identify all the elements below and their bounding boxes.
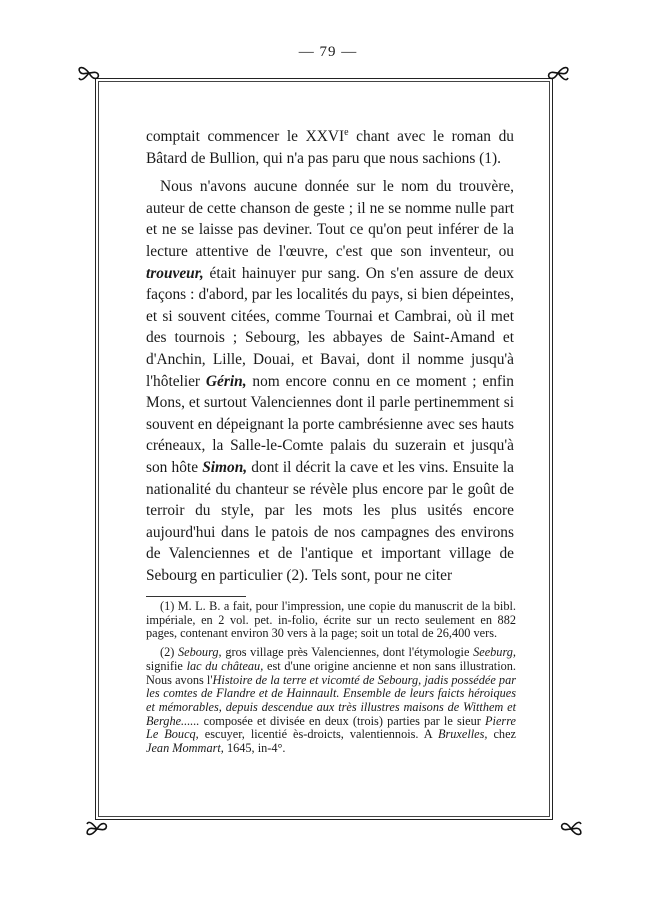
main-text (146, 126, 514, 586)
footnote-1: (1) M. L. B. a fait, pour l'impression, une copie du manuscrit de la bibl. impériale, en 2 vol. pet. in-folio, écrite sur un recto seulement en 882 pages, contenant environ 30 vers à la page; soit un total de 26,400 vers. (146, 599, 516, 641)
superscript: e (344, 126, 349, 138)
italic-term: trouveur, (146, 264, 204, 282)
fleuron-icon (84, 818, 110, 840)
italic-name: Gérin, (205, 372, 247, 390)
fleuron-icon (76, 62, 102, 84)
footnote-rule (146, 596, 246, 597)
footnote-2: (2) Sebourg, gros village près Valenciennes, dont l'étymologie Seeburg, signifie lac du château, est d'une origine ancienne et non sans illustration. Nous avons l'Histoire de la terre et vicomté de Sebourg, jadis possédée par les comtes de Flandre et de Hainnault. Ensemble de leurs faicts héroiques et mémorables, depuis descendue aux très illustres maisons de Witthem et Berghe...... composée et divisée en deux (trois) parties par le sieur Pierre Le Boucq, escuyer, licentié ès-droicts, valentiennois. A Bruxelles, chez Jean Mommart, 1645, in-4°. (146, 645, 517, 756)
paragraph-1: comptait commencer le XXVIe chant avec le roman du Bâtard de Bullion, qui n'a pas paru que nous sachions (1). (146, 126, 514, 167)
footnotes (146, 600, 516, 756)
paragraph-2: Nous n'avons aucune donnée sur le nom du trouvère, auteur de cette chanson de geste ; il ne se nomme nulle part et ne se laisse pas deviner. Tout ce qu'on peut inférer de la lecture attentive de l'œuvre, c'est que son inventeur, ou trouveur, était hainuyer pur sang. On s'en assure de deux façons : d'abord, par les localités du pays, si bien dépeintes, et si souvent citées, comme Tournai et Cambrai, où il met des tournois ; Sebourg, les abbayes de Saint-Amand et d'Anchin, Lille, Douai, et Bavai, dont il nomme jusqu'à l'hôtelier Gérin, nom encore connu en ce moment ; enfin Mons, et surtout Valenciennes dont il parle pertinemment si souvent en dépeignant la porte cambrésienne avec ses hauts créneaux, la Salle-le-Comte palais du suzerain et jusqu'à son hôte Simon, dont il décrit la cave et les vins. Ensuite la nationalité du chanteur se révèle plus encore par le goût de terroir du style, par les mots les plus usités encore aujourd'hui dans le patois de nos campagnes des environs de Valenciennes et de l'antique et important village de Sebourg en particulier (2). Tels sont, pour ne citer (146, 178, 515, 584)
fleuron-icon (558, 818, 584, 840)
page-number: — 79 — (298, 44, 358, 60)
fleuron-icon (545, 62, 571, 84)
italic-name: Simon, (202, 458, 248, 476)
